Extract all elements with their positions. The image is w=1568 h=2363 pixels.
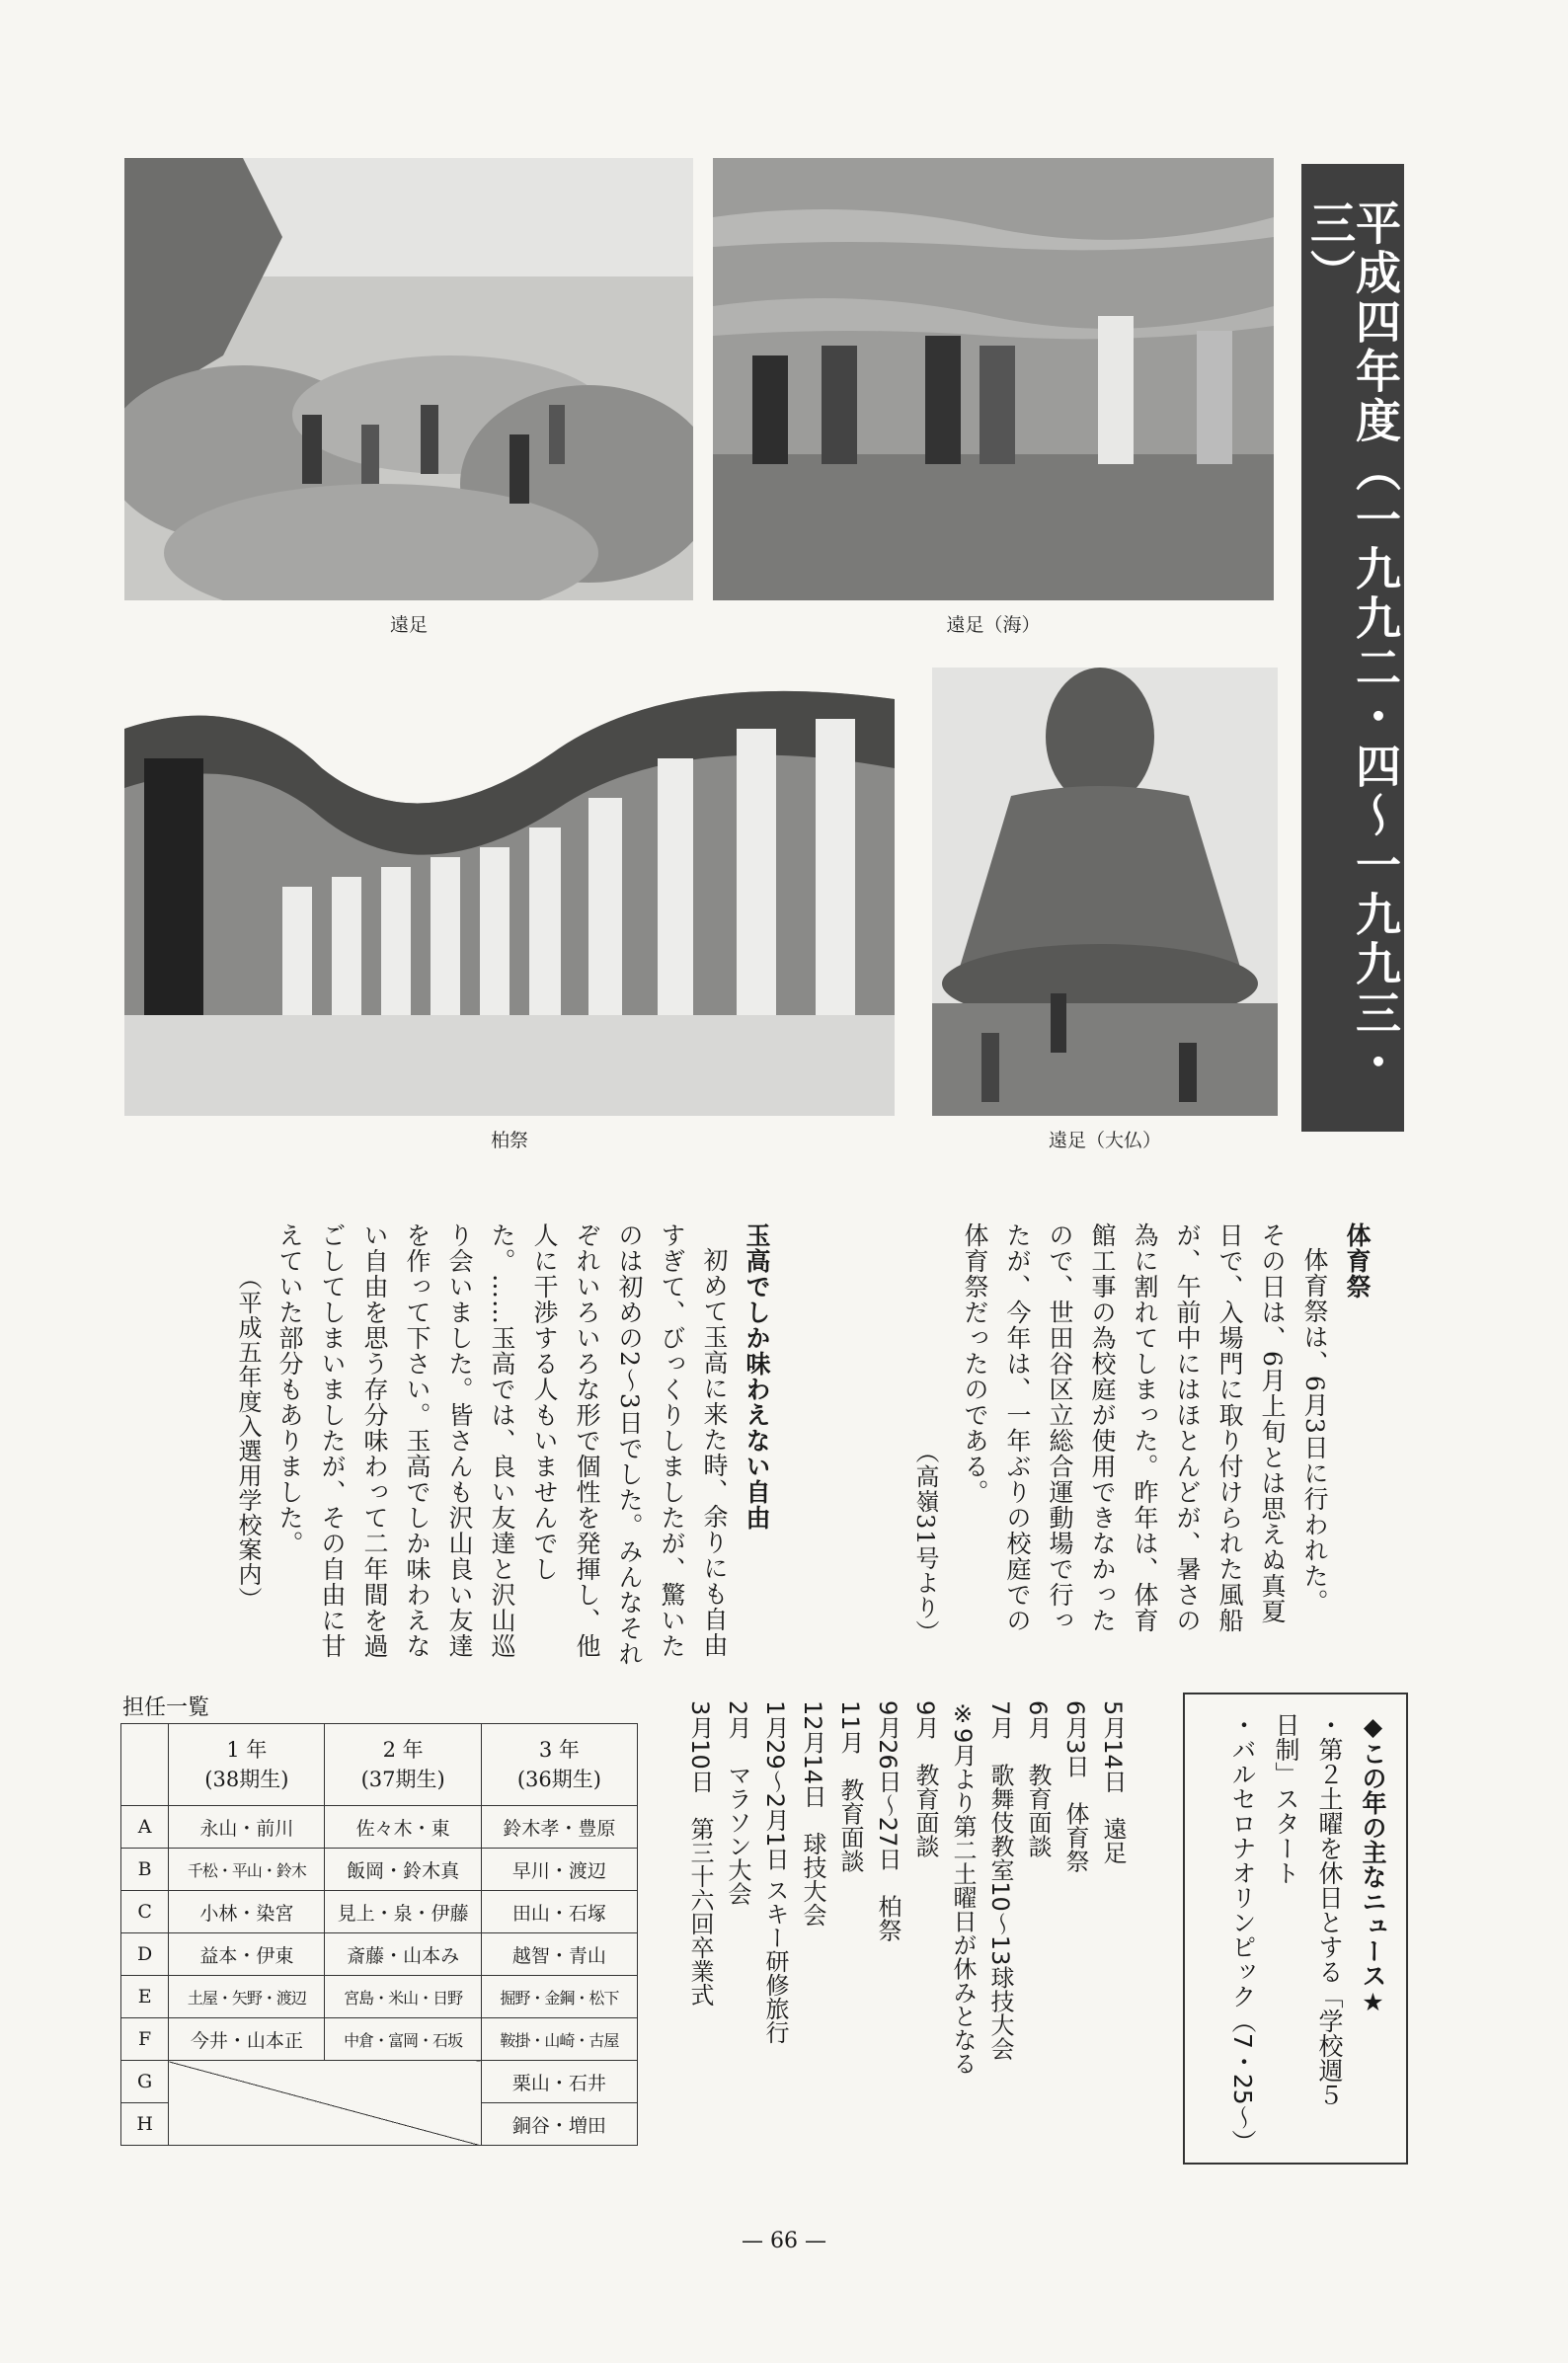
photo-excursion-sea: [713, 158, 1274, 600]
homeroom-table: [120, 1723, 638, 2146]
article-heading: 体育祭: [1343, 1222, 1372, 1300]
page-number: — 66 —: [742, 2229, 826, 2253]
article-sports-festival: [954, 1222, 1378, 1637]
teacher-cell: 土屋・矢野・渡辺: [169, 1976, 325, 2018]
page-title-banner: 平成四年度（一九九二・四〜一九九三・三）: [1301, 164, 1404, 1132]
teacher-cell: 越智・青山: [481, 1933, 637, 1976]
schedule-item: ※9月より第二土曜日が休みとなる: [949, 1700, 977, 2076]
empty-diagonal-cell: [169, 2061, 482, 2146]
schedule-item: 9月26日〜27日 柏祭: [874, 1700, 902, 1942]
news-box: [1183, 1693, 1408, 2165]
teacher-cell: 掘野・金鋼・松下: [481, 1976, 637, 2018]
news-heading: ◆この年の主なニュース★: [1359, 1712, 1387, 2016]
class-label: D: [121, 1933, 169, 1976]
news-item: ・バルセロナオリンピック（7・25〜）: [1228, 1712, 1257, 2155]
article-body: 体育祭は、6月3日に行われた。その日は、6月上旬とは思えぬ真夏日で、入場門に取り付けられた風船が、午前中にはほとんどが、暑さの為に割れてしまった。昨年は、体育館工事の為校庭が使用できなかったので、世田谷区立総合運動場で行ったが、今年は、一年ぶりの校庭での体育祭だったのである。: [961, 1222, 1329, 1633]
teacher-cell: 今井・山本正: [169, 2018, 325, 2061]
teacher-cell: 中倉・富岡・石坂: [325, 2018, 481, 2061]
article-source: （平成五年度入選用学校案内）: [234, 1266, 262, 1612]
table-row: [121, 1849, 638, 1891]
photo-great-buddha: [932, 668, 1278, 1116]
teacher-cell: 早川・渡辺: [481, 1849, 637, 1891]
photo-excursion: [124, 158, 693, 600]
teacher-cell: 斎藤・山本み: [325, 1933, 481, 1976]
class-label: A: [121, 1806, 169, 1849]
schedule-item: 6月 教育面談: [1024, 1700, 1052, 1858]
teacher-cell: 栗山・石井: [481, 2061, 637, 2103]
news-item: ・第２土曜を休日とする「学校週５: [1315, 1712, 1344, 2107]
table-row: [121, 1976, 638, 2018]
photo-caption: 遠足: [389, 614, 428, 636]
schedule-item: 2月 マラソン大会: [724, 1700, 751, 1906]
class-label: F: [121, 2018, 169, 2061]
table-row: [121, 1806, 638, 1849]
teacher-cell: 益本・伊東: [169, 1933, 325, 1976]
teacher-cell: 鞍掛・山崎・古屋: [481, 2018, 637, 2061]
table-row: [121, 2061, 638, 2103]
class-label: E: [121, 1976, 169, 2018]
teacher-cell: 鈴木孝・豊原: [481, 1806, 637, 1849]
homeroom-title: 担任一覧: [122, 1695, 210, 1720]
news-list: [1220, 1712, 1394, 2155]
teacher-cell: 千松・平山・鈴木: [169, 1849, 325, 1891]
schedule-item: 7月 歌舞伎教室10〜13球技大会: [986, 1700, 1014, 2061]
table-header-row: [121, 1724, 638, 1806]
schedule-item: 11月 教育面談: [836, 1700, 864, 1873]
class-label: H: [121, 2103, 169, 2146]
class-label: B: [121, 1849, 169, 1891]
schedule-item: 9月 教育面談: [911, 1700, 939, 1858]
schedule-item: 5月14日 遠足: [1099, 1700, 1127, 1864]
article-heading: 玉高でしか味わえない自由: [743, 1222, 771, 1531]
teacher-cell: 永山・前川: [169, 1806, 325, 1849]
teacher-cell: 見上・泉・伊藤: [325, 1891, 481, 1933]
class-label: G: [121, 2061, 169, 2103]
header-year-2: 2 年 (37期生): [325, 1724, 481, 1806]
photo-caption: 柏祭: [490, 1130, 528, 1151]
article-source: （高嶺31号より）: [911, 1440, 939, 1645]
article-freedom: [269, 1222, 778, 1667]
table-row: [121, 1891, 638, 1933]
teacher-cell: 小林・染宮: [169, 1891, 325, 1933]
teacher-cell: 田山・石塚: [481, 1891, 637, 1933]
teacher-cell: 飯岡・鈴木真: [325, 1849, 481, 1891]
photo-caption: 遠足（海）: [946, 614, 1041, 636]
photo-kashiwa-festival: [124, 689, 895, 1116]
event-schedule: [681, 1700, 1132, 2165]
news-item: 日制」スタート: [1272, 1712, 1300, 1885]
schedule-item: 12月14日 球技大会: [799, 1700, 826, 1928]
header-year-1: 1 年 (38期生): [169, 1724, 325, 1806]
article-body: 初めて玉高に来た時、余りにも自由すぎて、びっくりしましたが、驚いたのは初めの2〜3日でした。みんなそれぞれいろいろな形で個性を発揮し、他人に干渉する人もいませんでした。……玉高では、良い友達と沢山巡り会いました。皆さんも沢山良い友達を作って下さい。玉高でしか味わえない自由を思う存分味わって二年間を過ごしてしまいましたが、その自由に甘えていた部分もありました。: [275, 1222, 729, 1667]
class-label: C: [121, 1891, 169, 1933]
teacher-cell: 宮島・米山・日野: [325, 1976, 481, 2018]
photo-caption: 遠足（大仏）: [1048, 1130, 1161, 1151]
teacher-cell: 佐々木・東: [325, 1806, 481, 1849]
teacher-cell: 銅谷・増田: [481, 2103, 637, 2146]
schedule-item: 3月10日 第三十六回卒業式: [686, 1700, 714, 2007]
header-year-3: 3 年 (36期生): [481, 1724, 637, 1806]
schedule-item: 6月3日 体育祭: [1061, 1700, 1089, 1873]
table-row: [121, 2018, 638, 2061]
table-corner-cell: [121, 1724, 169, 1806]
schedule-item: 1月29〜2月1日 スキー研修旅行: [761, 1700, 789, 2044]
table-row: [121, 1933, 638, 1976]
